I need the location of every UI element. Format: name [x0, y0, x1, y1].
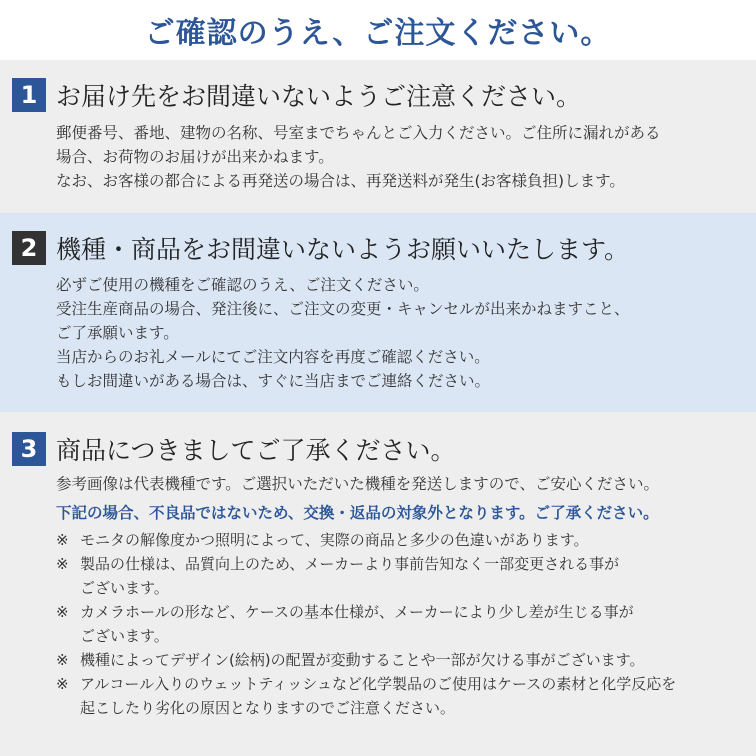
- note-text: [80, 528, 589, 552]
- header: [0, 0, 756, 60]
- note-item: [56, 528, 756, 552]
- section-number-badge: 2: [12, 231, 46, 265]
- note-text: [80, 672, 676, 720]
- section-title: 機種・商品をお間違いないようお願いいたします。: [56, 235, 630, 264]
- note-line: ございます。: [80, 627, 169, 645]
- lead-line: 参考画像は代表機種です。ご選択いただいた機種を発送しますので、ご安心ください。: [56, 475, 659, 493]
- section-body: [12, 273, 756, 393]
- note-text: [80, 600, 634, 648]
- highlight-line: 下記の場合、不良品ではないため、交換・返品の対象外となります。ご了承ください。: [56, 504, 659, 522]
- body-line: なお、お客様の都合による再発送の場合は、再発送料が発生(お客様負担)します。: [56, 172, 625, 190]
- section-header: [12, 60, 756, 130]
- body-line: もしお間違いがある場合は、すぐに当店までご連絡ください。: [56, 372, 491, 390]
- note-item: [56, 672, 756, 720]
- section-body: [12, 121, 756, 193]
- note-line: ございます。: [80, 579, 169, 597]
- note-mark-icon: ※: [56, 603, 69, 621]
- note-mark-icon: ※: [56, 555, 69, 573]
- note-line: カメラホールの形など、ケースの基本仕様が、メーカーにより少し差が生じる事が: [80, 603, 634, 621]
- note-mark-icon: ※: [56, 531, 69, 549]
- body-line: ご了承願います。: [56, 324, 179, 342]
- note-line: 製品の仕様は、品質向上のため、メーカーより事前告知なく一部変更される事が: [80, 555, 620, 573]
- note-item: [56, 552, 756, 600]
- note-line: アルコール入りのウェットティッシュなど化学製品のご使用はケースの素材と化学反応を: [80, 675, 677, 693]
- section-address: [0, 60, 756, 213]
- section-product-notes: [0, 412, 756, 756]
- note-item: [56, 600, 756, 648]
- section-title: 商品につきましてご了承ください。: [56, 436, 456, 465]
- body-line: 受注生産商品の場合、発注後に、ご注文の変更・キャンセルが出来かねますこと、: [56, 300, 630, 318]
- note-mark-icon: ※: [56, 651, 69, 669]
- page-title: ご確認のうえ、ご注文ください。: [144, 16, 612, 51]
- note-text: [80, 648, 644, 672]
- note-text: [80, 552, 619, 600]
- section-body: [12, 472, 756, 720]
- body-line: 必ずご使用の機種をご確認のうえ、ご注文ください。: [56, 276, 429, 294]
- note-line: 起こしたり劣化の原因となりますのでご注意ください。: [80, 699, 456, 717]
- note-line: モニタの解像度かつ照明によって、実際の商品と多少の色違いがあります。: [80, 531, 589, 549]
- section-number-badge: 3: [12, 432, 46, 466]
- section-model: [0, 213, 756, 412]
- section-number-badge: 1: [12, 78, 46, 112]
- body-line: 場合、お荷物のお届けが出来かねます。: [56, 148, 334, 166]
- note-line: 機種によってデザイン(絵柄)の配置が変動することや一部が欠ける事がございます。: [80, 651, 645, 669]
- body-line: 郵便番号、番地、建物の名称、号室までちゃんとご入力ください。ご住所に漏れがある: [56, 124, 661, 142]
- note-mark-icon: ※: [56, 675, 69, 693]
- note-item: [56, 648, 756, 672]
- body-line: 当店からのお礼メールにてご注文内容を再度ご確認ください。: [56, 348, 490, 366]
- section-title: お届け先をお間違いないようご注意ください。: [56, 82, 582, 111]
